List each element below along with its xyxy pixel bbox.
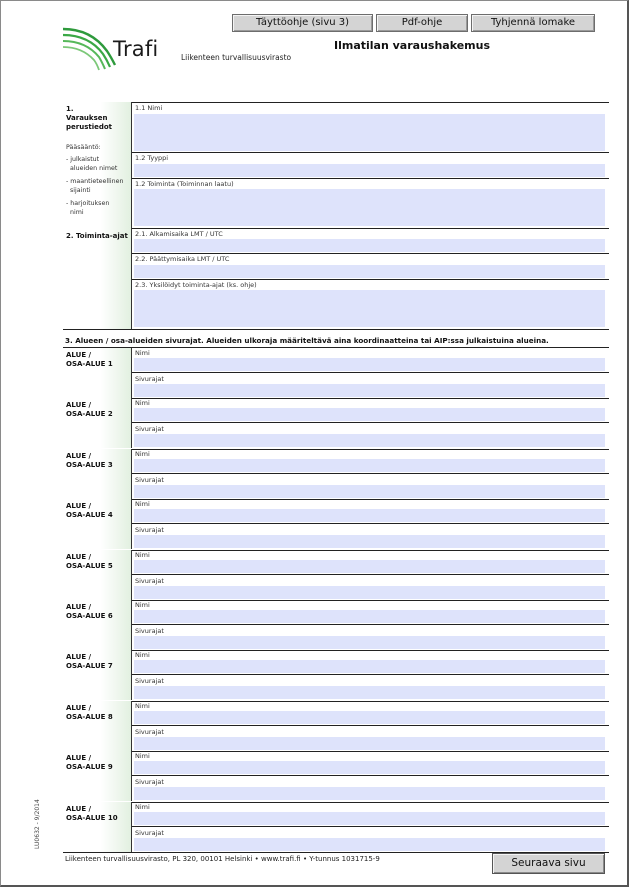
section1-top-rule	[63, 102, 609, 103]
end-time-label: 2.2. Päättymisaika LMT / UTC	[135, 255, 230, 263]
detailed-times-field[interactable]	[134, 290, 605, 327]
area-label-line1: ALUE /	[66, 452, 92, 460]
reservation-name-field[interactable]	[134, 114, 605, 151]
area-name-field[interactable]	[134, 560, 605, 573]
area-label-line1: ALUE /	[66, 401, 92, 409]
form-title: Ilmatilan varaushakemus	[334, 39, 491, 52]
area-bounds-field[interactable]	[134, 434, 605, 447]
section3-header: 3. Alueen / osa-alueiden sivurajat. Alueiden ulkoraja määriteltävä aina koordinaatteina tai AIP:ssa julkaistuina alueina.	[65, 336, 549, 345]
area-label-line1: ALUE /	[66, 502, 92, 510]
area-name-field[interactable]	[134, 358, 605, 371]
area-bounds-label: Sivurajat	[135, 476, 164, 484]
area-name-field[interactable]	[134, 509, 605, 522]
divider	[132, 624, 609, 625]
area-name-label: Nimi	[135, 551, 150, 559]
area-name-field[interactable]	[134, 812, 605, 825]
area-name-field[interactable]	[134, 761, 605, 774]
area-bounds-field[interactable]	[134, 485, 605, 498]
section1-title-line2: perustiedot	[66, 123, 113, 131]
form-code: LU0632 - 9/2014	[34, 799, 41, 849]
area-label-line2: OSA-ALUE 10	[66, 814, 118, 822]
divider	[132, 178, 609, 179]
area-name-label: Nimi	[135, 651, 150, 659]
instructions-button[interactable]: Täyttöohje (sivu 3)	[232, 14, 373, 32]
area-label-line1: ALUE /	[66, 351, 92, 359]
end-time-field[interactable]	[134, 265, 605, 278]
area-name-label: Nimi	[135, 803, 150, 811]
section2-top-rule	[63, 228, 609, 229]
name-label: 1.1 Nimi	[135, 104, 163, 112]
area-bounds-field[interactable]	[134, 586, 605, 599]
area-bounds-label: Sivurajat	[135, 627, 164, 635]
area-label-line2: OSA-ALUE 4	[66, 511, 113, 519]
section2-label-cell	[63, 228, 132, 329]
area-bounds-label: Sivurajat	[135, 577, 164, 585]
start-time-label: 2.1. Alkamisaika LMT / UTC	[135, 230, 223, 238]
start-time-field[interactable]	[134, 239, 605, 252]
divider	[132, 775, 609, 776]
area-name-label: Nimi	[135, 399, 150, 407]
area-name-field[interactable]	[134, 459, 605, 472]
agency-name: Liikenteen turvallisuusvirasto	[181, 53, 292, 62]
area-bounds-field[interactable]	[134, 838, 605, 851]
area-bounds-label: Sivurajat	[135, 677, 164, 685]
divider	[132, 473, 609, 474]
area-bounds-label: Sivurajat	[135, 829, 164, 837]
area-bounds-field[interactable]	[134, 686, 605, 699]
divider	[132, 674, 609, 675]
area-name-field[interactable]	[134, 610, 605, 623]
area-bounds-field[interactable]	[134, 636, 605, 649]
area-label-line2: OSA-ALUE 9	[66, 763, 113, 771]
area-name-label: Nimi	[135, 500, 150, 508]
activity-label: 1.2 Toiminta (Toiminnan laatu)	[135, 180, 234, 188]
area-name-field[interactable]	[134, 711, 605, 724]
area-label-line1: ALUE /	[66, 553, 92, 561]
area-bounds-field[interactable]	[134, 787, 605, 800]
footer-address: Liikenteen turvallisuusvirasto, PL 320, 00101 Helsinki • www.trafi.fi • Y-tunnus 1031715-9	[65, 855, 380, 863]
activity-field[interactable]	[134, 189, 605, 226]
rule2-line1: - maantieteellinen	[66, 178, 124, 185]
divider	[132, 279, 609, 280]
rule1-line2: alueiden nimet	[70, 165, 118, 172]
area-bounds-label: Sivurajat	[135, 425, 164, 433]
area-label-line1: ALUE /	[66, 603, 92, 611]
area-label-line2: OSA-ALUE 7	[66, 662, 113, 670]
area-bounds-label: Sivurajat	[135, 526, 164, 534]
area-name-label: Nimi	[135, 601, 150, 609]
rule3-line2: nimi	[70, 209, 84, 216]
area-bounds-field[interactable]	[134, 384, 605, 397]
rule3-line1: - harjoituksen	[66, 200, 110, 207]
divider	[132, 523, 609, 524]
divider	[132, 574, 609, 575]
area-name-label: Nimi	[135, 752, 150, 760]
rule2-line2: sijainti	[70, 187, 91, 194]
divider	[132, 826, 609, 827]
area-name-label: Nimi	[135, 450, 150, 458]
section3-top-rule	[63, 329, 609, 330]
area-name-label: Nimi	[135, 349, 150, 357]
type-label: 1.2 Tyyppi	[135, 154, 169, 162]
area-name-field[interactable]	[134, 408, 605, 421]
divider	[132, 372, 609, 373]
section1-number: 1.	[66, 105, 74, 113]
rule1-line1: - julkaistut	[66, 156, 100, 163]
area-label-line1: ALUE /	[66, 754, 92, 762]
next-page-button[interactable]: Seuraava sivu	[492, 853, 605, 874]
area-bounds-field[interactable]	[134, 535, 605, 548]
area-label-line2: OSA-ALUE 2	[66, 410, 113, 418]
area-bounds-field[interactable]	[134, 737, 605, 750]
area-name-label: Nimi	[135, 702, 150, 710]
area-label-line1: ALUE /	[66, 653, 92, 661]
divider	[132, 152, 609, 153]
area-label-line2: OSA-ALUE 3	[66, 461, 113, 469]
logo-wordmark: Trafi	[113, 37, 159, 61]
section2-title: 2. Toiminta-ajat	[66, 232, 128, 240]
detailed-times-label: 2.3. Yksilöidyt toiminta-ajat (ks. ohje)	[135, 281, 257, 289]
divider	[132, 422, 609, 423]
area-label-line1: ALUE /	[66, 805, 92, 813]
divider	[132, 253, 609, 254]
reservation-type-field[interactable]	[134, 164, 605, 177]
area-label-line2: OSA-ALUE 8	[66, 713, 113, 721]
rules-heading: Pääsääntö:	[66, 144, 101, 151]
area-label-line2: OSA-ALUE 5	[66, 562, 113, 570]
section1-title-line1: Varauksen	[66, 114, 108, 122]
area-name-field[interactable]	[134, 660, 605, 673]
divider	[132, 725, 609, 726]
clear-form-button[interactable]: Tyhjennä lomake	[471, 14, 595, 32]
pdf-instructions-button[interactable]: Pdf-ohje	[376, 14, 468, 32]
area-bounds-label: Sivurajat	[135, 778, 164, 786]
area-label-line1: ALUE /	[66, 704, 92, 712]
area-bounds-label: Sivurajat	[135, 728, 164, 736]
section3-header-rule	[63, 347, 609, 348]
area-label-line2: OSA-ALUE 1	[66, 360, 113, 368]
area-bounds-label: Sivurajat	[135, 375, 164, 383]
area-label-line2: OSA-ALUE 6	[66, 612, 113, 620]
